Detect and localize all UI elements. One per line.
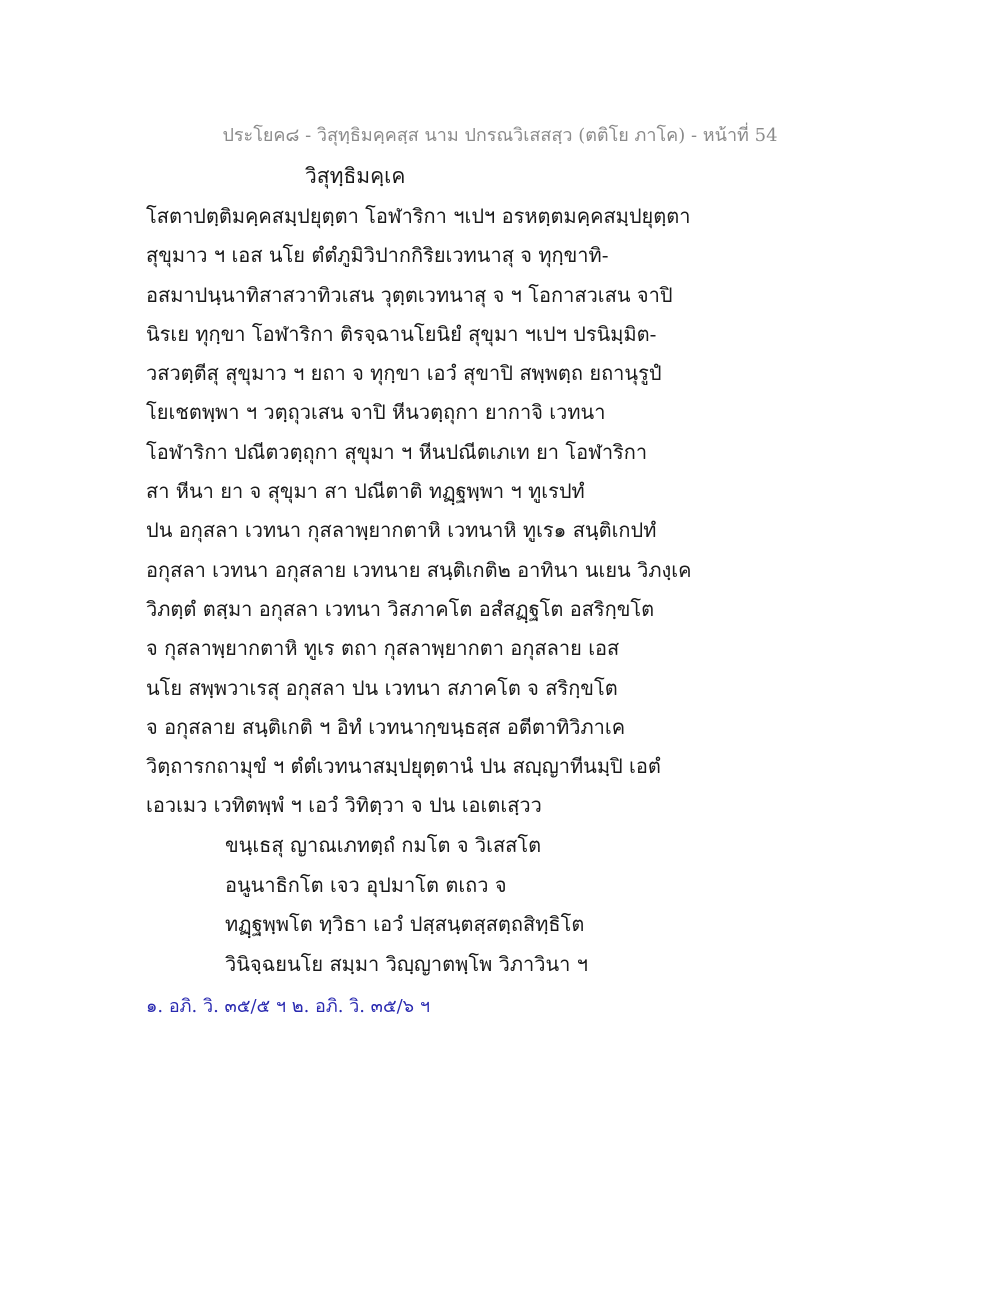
verse-line: วินิจฺฉยนโย สมฺมา วิญฺญาตพฺโพ วิภาวินา ฯ — [225, 951, 588, 976]
body-line: สา หีนา ยา จ สุขุมา สา ปณีตาติ ทฏฺฐพฺพา ฯ ทูเรปทํ — [146, 479, 585, 504]
body-line: อสมาปนฺนาทิสาสวาทิวเสน วุตฺตเวทนาสุ จ ฯ โอกาสวเสน จาปิ — [146, 282, 673, 307]
body-line: ปน อกุสลา เวทนา กุสลาพฺยากตาหิ เวทนาหิ ทูเร๑ สนฺติเกปทํ — [146, 518, 657, 543]
body-line: เอวเมว เวทิตพฺพํ ฯ เอวํ วิทิตฺวา จ ปน เอเตเสฺวว — [146, 793, 542, 818]
body-text — [146, 197, 706, 826]
body-line: วสวตฺตีสุ สุขุมาว ฯ ยถา จ ทุกฺขา เอวํ สุขาปิ สพฺพตฺถ ยถานุรูปํ — [146, 361, 662, 386]
body-line: วิภตฺตํ ตสฺมา อกุสลา เวทนา วิสภาคโต อสํสฏฺฐโต อสริกฺขโต — [146, 596, 655, 621]
body-line: โสตาปตฺติมคฺคสมฺปยุตฺตา โอฬาริกา ฯเปฯ อรหตฺตมคฺคสมฺปยุตฺตา — [146, 204, 691, 228]
verse-line: ขนฺเธสุ ญาณเภทตฺถํ กมโต จ วิเสสโต — [225, 833, 542, 857]
footnote: ๑. อภิ. วิ. ๓๕/๕ ฯ ๒. อภิ. วิ. ๓๕/๖ ฯ — [146, 996, 430, 1017]
body-line: โยเชตพฺพา ฯ วตฺถุวเสน จาปิ หีนวตฺถุกา ยากาจิ เวทนา — [146, 400, 606, 425]
body-line: นโย สพฺพวาเรสุ อกุสลา ปน เวทนา สภาคโต จ สริกฺขโต — [146, 675, 618, 700]
page-header: ประโยค๘ - วิสุทฺธิมคฺคสฺส นาม ปกรณวิเสสสฺว (ตติโย ภาโค) - หน้าที่ 54 — [222, 125, 778, 146]
body-line: นิรเย ทุกฺขา โอฬาริกา ติรจฺฉานโยนิยํ สุขุมา ฯเปฯ ปรนิมฺมิต- — [146, 321, 657, 346]
body-line: อกุสลา เวทนา อกุสลาย เวทนาย สนฺติเกติ๒ อาทินา นเยน วิภงฺเค — [146, 557, 692, 582]
verse-line: ทฏฺฐพฺพโต ทฺวิธา เอวํ ปสฺสนฺตสฺสตฺถสิทฺธิโต — [225, 912, 585, 936]
section-title: วิสุทฺธิมคฺเค — [305, 164, 406, 188]
verse-block — [225, 826, 588, 984]
body-line: สุขุมาว ฯ เอส นโย ตํตํภูมิวิปากกิริยเวทนาสุ จ ทุกฺขาทิ- — [146, 243, 609, 268]
body-line: วิตฺถารกถามุขํ ฯ ตํตํเวทนาสมฺปยุตฺตานํ ปน สญฺญาทีนมฺปิ เอตํ — [146, 754, 661, 779]
body-line: จ กุสลาพฺยากตาหิ ทูเร ตถา กุสลาพฺยากตา อกุสลาย เอส — [146, 636, 620, 661]
verse-line: อนูนาธิกโต เจว อุปมาโต ตเถว จ — [225, 872, 507, 897]
body-line: โอฬาริกา ปณีตวตฺถุกา สุขุมา ฯ หีนปณีตเภเท ยา โอฬาริกา — [146, 439, 648, 464]
body-line: จ อกุสลาย สนฺติเกติ ฯ อิทํ เวทนากฺขนฺธสฺส อตีตาทิวิภาเค — [146, 714, 626, 739]
